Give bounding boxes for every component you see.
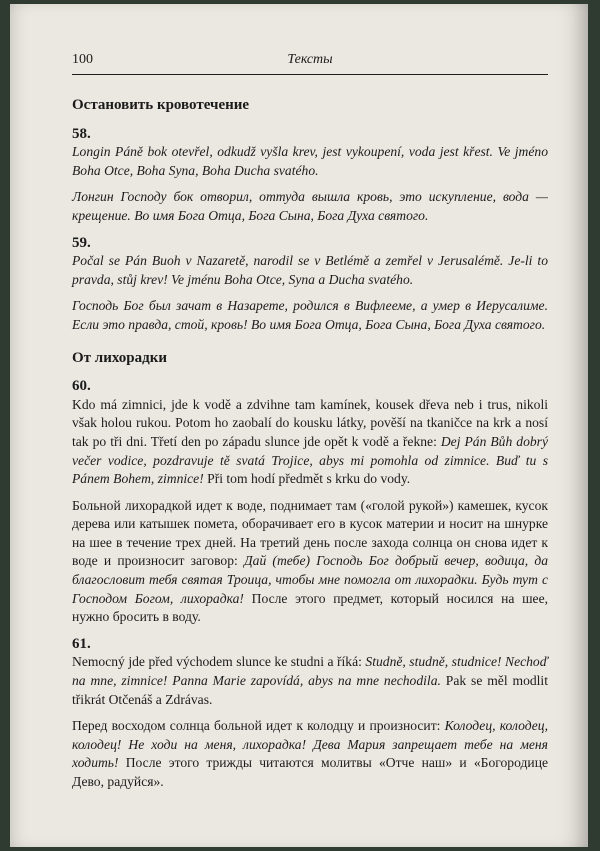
- text-run: Kdo má zimnici, jde k vodě a zdvihne tam kamínek, kousek dřeva neb i trus, nikoli však holou rukou. Potom ho zaobalí do kousku látky, pověší na tkaničce na krk a nosí tak po tři dni. Třetí den po západu slunce jde opět k vodě a řekne:: [72, 396, 548, 449]
- section-title: От лихорадки: [72, 349, 167, 366]
- russian-text: [72, 497, 548, 627]
- russian-text: [72, 188, 548, 225]
- entry-number: 59.: [72, 234, 91, 251]
- entry-59: [72, 234, 548, 335]
- text-run: После этого трижды читаются молитвы «Отче наш» и «Богородице Дево, радуйся».: [72, 755, 548, 789]
- section-title: Остановить кровотечение: [72, 97, 250, 113]
- page-header: [72, 52, 548, 72]
- page-number: 100: [72, 52, 93, 67]
- entry-61: [72, 635, 548, 792]
- entry-60: [72, 377, 548, 627]
- book-page: [10, 4, 588, 847]
- header-rule: [72, 74, 548, 75]
- page-content: [72, 90, 548, 800]
- text-run: Больной лихорадкой идет к воде, поднимает там («голой рукой») камешек, кусок дерева или катышек помета, оборачивает его в кусок материи и носит на шнурке на шее в течение трех дней. На третий день после захода солнца он снова идет к воде и произносит заговор:: [72, 497, 548, 569]
- section-fever: [72, 349, 548, 792]
- text-run: После этого предмет, который носился на шее, нужно бросить в воду.: [72, 590, 548, 625]
- text-run: Počal se Pán Buoh v Nazaretě, narodil se v Betlémě a zemřel v Jerusalémě. Je-li to pravda, stůj krev! Ve jménu Boha Otce, Syna a Ducha svatého.: [72, 253, 548, 287]
- text-run: Господь Бог был зачат в Назарете, родился в Вифлееме, а умер в Иерусалиме. Если это правда, стой, кровь! Во имя Бога Отца, Бога Сына, Бога Духа святого.: [72, 298, 548, 332]
- running-title: Тексты: [287, 52, 333, 67]
- text-run: Колодец, колодец, колодец! Не ходи на меня, лихорадка! Дева Мария запрещает тебе на меня ходить!: [72, 718, 548, 771]
- text-run: Při tom hodí předmět s krku do vody.: [203, 471, 411, 487]
- entry-58: [72, 125, 548, 226]
- russian-text: [72, 297, 548, 334]
- text-run: Dej Pán Bůh dobrý večer vodice, pozdravuje tě svatá Trojice, abys mi pomohla od zimnice. Buď tu s Pánem Bohem, zimnice!: [72, 433, 548, 487]
- text-run: Studně, studně, studnice! Nechoď na mne, zimnice! Panna Marie zapovídá, abys na mne nechodila.: [72, 654, 548, 689]
- text-run: Лонгин Господу бок отворил, оттуда вышла кровь, это искупление, вода — крещение. Во имя Бога Отца, Бога Сына, Бога Духа святого.: [72, 189, 548, 223]
- section-bleeding: [72, 96, 548, 335]
- text-run: Longin Páně bok otevřel, odkudž vyšla krev, jest vykoupení, voda jest křest. Ve jméno Boha Otce, Boha Syna, Boha Ducha svatého.: [72, 144, 548, 178]
- text-run: Перед восходом солнца больной идет к колодцу и произносит:: [72, 718, 445, 734]
- russian-text: [72, 717, 548, 791]
- entry-number: 61.: [72, 635, 91, 652]
- czech-text: [72, 653, 548, 709]
- czech-text: [72, 396, 548, 489]
- text-run: Pak se měl modlit třikrát Otčenáš a Zdrávas.: [72, 673, 548, 707]
- entry-number: 58.: [72, 125, 91, 142]
- czech-text: [72, 143, 548, 180]
- text-run: Дай (тебе) Господь Бог добрый вечер, водица, да благословит тебя святая Троица, чтобы мне помогла от лихорадки. Будь тут с Господом Богом, лихорадка!: [72, 553, 549, 606]
- czech-text: [72, 252, 548, 289]
- entry-number: 60.: [72, 378, 91, 395]
- text-run: Nemocný jde před východem slunce ke studni a říká:: [72, 654, 366, 670]
